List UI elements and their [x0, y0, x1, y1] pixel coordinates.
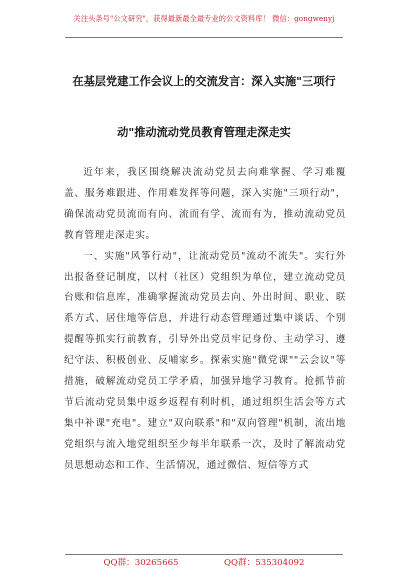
footer-contacts: [0, 556, 408, 568]
header-divider: [65, 37, 343, 38]
body-paragraph-intro: 近年来，我区围绕解决流动党员去向难掌握、学习难覆盖、服务难跟进、作用难发挥等问题，深入实施"三项行动"，确保流动党员流而有向、流而有学、流而有为，推动流动党员教育管理走深走实。: [64, 167, 346, 241]
body-paragraph-section-1: 一、实施"风筝行动"，让流动党员"流动不流失"。实行外出报备登记制度，以村（社区）党组织为单位，建立流动党员台账和信息库，准确掌握流动党员去向、外出时间、职业、联系方式、居住地等信息，并进行动态管理通过集中谈话、个别提醒等抓实行前教育，引导外出党员牢记身份、主动学习、遵纪守法、积极创业、反哺家乡。探索实施"微党课""云会议"等措施，破解流动党员工学矛盾，加强异地学习教育。抢抓节前节后流动党员集中返乡返程有利时机，通过组织生活会等方式集中补课"充电"。建立"双向联系"和"双向管理"机制，流出地党组织与流入地党组织至少每半年联系一次，及时了解流动党员思想动态和工作、生活情况，通过微信、短信等方式: [64, 250, 346, 471]
document-title-line-2: 动"推动流动党员教育管理走深走实: [117, 125, 291, 139]
footer-qq-group-1: QQ群：30265665: [103, 558, 179, 568]
document-body: [64, 163, 346, 477]
header-banner: 关注头条号"公文研究"，获得最新最全最专业的公文资料库！ 微信：gongwenyj: [73, 14, 335, 23]
footer-divider: [65, 554, 343, 555]
document-title-line-1: 在基层党建工作会议上的交流发言：深入实施"三项行: [72, 74, 336, 88]
footer-qq-group-2: QQ群：535304092: [224, 558, 305, 568]
